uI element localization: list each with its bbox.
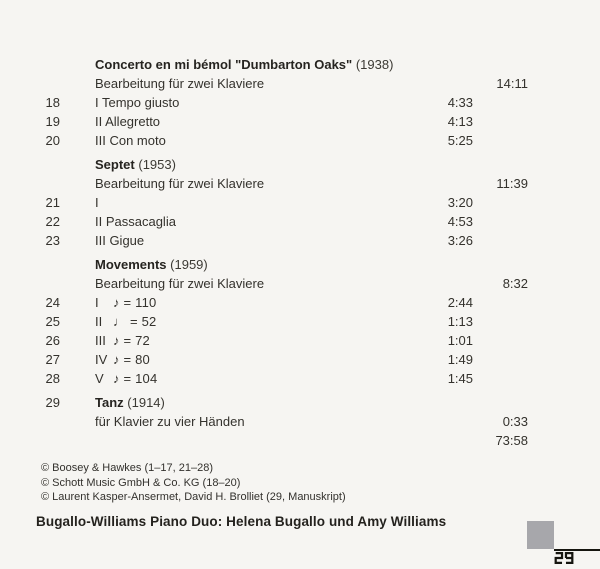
work-title-text: Tanz bbox=[95, 395, 124, 410]
movement-numeral: V bbox=[95, 371, 104, 386]
work-year: (1914) bbox=[127, 395, 165, 410]
work-subtitle-row bbox=[0, 274, 528, 293]
track-title: I bbox=[95, 195, 99, 210]
work-duration: 14:11 bbox=[496, 76, 528, 91]
track-time: 3:26 bbox=[447, 233, 473, 248]
credit-line: © Boosey & Hawkes (1–17, 21–28) bbox=[41, 462, 213, 474]
work-section bbox=[0, 55, 528, 150]
work-title bbox=[60, 393, 418, 412]
track-time: 1:13 bbox=[447, 314, 473, 329]
work-header-row bbox=[0, 155, 528, 174]
track-row bbox=[0, 231, 528, 250]
track-title: III Gigue bbox=[95, 233, 145, 248]
track-number: 23 bbox=[45, 233, 60, 248]
track-row bbox=[0, 369, 528, 388]
work-title-text: Movements bbox=[95, 257, 167, 272]
track-number: 29 bbox=[45, 395, 60, 410]
movement-numeral: II bbox=[95, 314, 103, 329]
tempo-marking: ♪ = 104 bbox=[113, 371, 158, 386]
track-title: II Passacaglia bbox=[95, 214, 176, 229]
track-time: 1:45 bbox=[447, 371, 473, 386]
work-title bbox=[60, 255, 418, 274]
corner-square bbox=[527, 521, 554, 549]
tempo-marking: ♩ = 52 bbox=[113, 314, 157, 329]
track-number: 18 bbox=[45, 95, 60, 110]
work-year: (1959) bbox=[170, 257, 208, 272]
page-number bbox=[554, 552, 574, 564]
work-duration: 11:39 bbox=[496, 176, 528, 191]
work-title-text: Concerto en mi bémol "Dumbarton Oaks" bbox=[95, 57, 353, 72]
credit-line: © Schott Music GmbH & Co. KG (18–20) bbox=[41, 476, 241, 489]
track-number: 25 bbox=[45, 314, 60, 329]
track-row bbox=[0, 293, 528, 312]
work-subtitle: Bearbeitung für zwei Klaviere bbox=[95, 176, 265, 191]
album-total-row bbox=[0, 431, 528, 450]
track-row bbox=[0, 331, 528, 350]
track-time: 4:53 bbox=[447, 214, 473, 229]
performers-line: Bugallo-Williams Piano Duo: Helena Bugallo und Amy Williams bbox=[36, 513, 447, 529]
work-header-row bbox=[0, 393, 528, 412]
work-year: (1938) bbox=[355, 57, 394, 72]
track-number: 20 bbox=[45, 133, 60, 148]
track-row bbox=[0, 212, 528, 231]
work-header-row bbox=[0, 55, 528, 74]
footer-rule bbox=[554, 549, 600, 551]
movement-numeral: III bbox=[95, 333, 106, 348]
work-year: (1953) bbox=[138, 157, 176, 172]
work-section bbox=[0, 155, 528, 250]
track-time: 2:44 bbox=[447, 295, 473, 310]
track-row bbox=[0, 93, 528, 112]
track-time: 1:49 bbox=[447, 352, 473, 367]
track-number: 21 bbox=[45, 195, 60, 210]
work-subtitle: Bearbeitung für zwei Klaviere bbox=[95, 76, 265, 91]
track-row bbox=[0, 350, 528, 369]
work-subtitle: Bearbeitung für zwei Klaviere bbox=[95, 276, 265, 291]
work-duration: 0:33 bbox=[502, 414, 528, 429]
album-total-time: 73:58 bbox=[495, 433, 528, 448]
track-row bbox=[0, 312, 528, 331]
credits-block bbox=[41, 461, 600, 505]
track-time: 5:25 bbox=[447, 133, 473, 148]
tempo-marking: ♪ = 80 bbox=[113, 352, 150, 367]
track-number: 28 bbox=[45, 371, 60, 386]
track-number: 24 bbox=[45, 295, 60, 310]
work-header-row bbox=[0, 255, 528, 274]
track-number: 19 bbox=[45, 114, 60, 129]
track-number: 27 bbox=[45, 352, 60, 367]
track-time: 3:20 bbox=[447, 195, 473, 210]
track-title: I Tempo giusto bbox=[95, 95, 180, 110]
track-row bbox=[0, 131, 528, 150]
credit-line: © Laurent Kasper-Ansermet, David H. Brolliet (29, Manuskript) bbox=[41, 491, 346, 503]
work-title bbox=[60, 155, 418, 174]
work-section bbox=[0, 393, 528, 431]
track-time: 4:13 bbox=[447, 114, 473, 129]
track-time: 1:01 bbox=[447, 333, 473, 348]
work-subtitle-row bbox=[0, 412, 528, 431]
movement-numeral: IV bbox=[95, 352, 108, 367]
track-number: 26 bbox=[45, 333, 60, 348]
track-number: 22 bbox=[45, 214, 60, 229]
track-row bbox=[0, 112, 528, 131]
tempo-marking: ♪ = 110 bbox=[113, 295, 157, 310]
movement-numeral: I bbox=[95, 295, 99, 310]
work-title-text: Septet bbox=[95, 157, 135, 172]
work-title bbox=[60, 55, 418, 74]
work-section bbox=[0, 255, 528, 388]
work-subtitle-row bbox=[0, 174, 528, 193]
work-subtitle: für Klavier zu vier Händen bbox=[95, 414, 245, 429]
track-time: 4:33 bbox=[447, 95, 473, 110]
tempo-marking: ♪ = 72 bbox=[113, 333, 150, 348]
work-duration: 8:32 bbox=[502, 276, 528, 291]
track-row bbox=[0, 193, 528, 212]
track-title: III Con moto bbox=[95, 133, 166, 148]
track-title: II Allegretto bbox=[95, 114, 161, 129]
work-subtitle-row bbox=[0, 74, 528, 93]
